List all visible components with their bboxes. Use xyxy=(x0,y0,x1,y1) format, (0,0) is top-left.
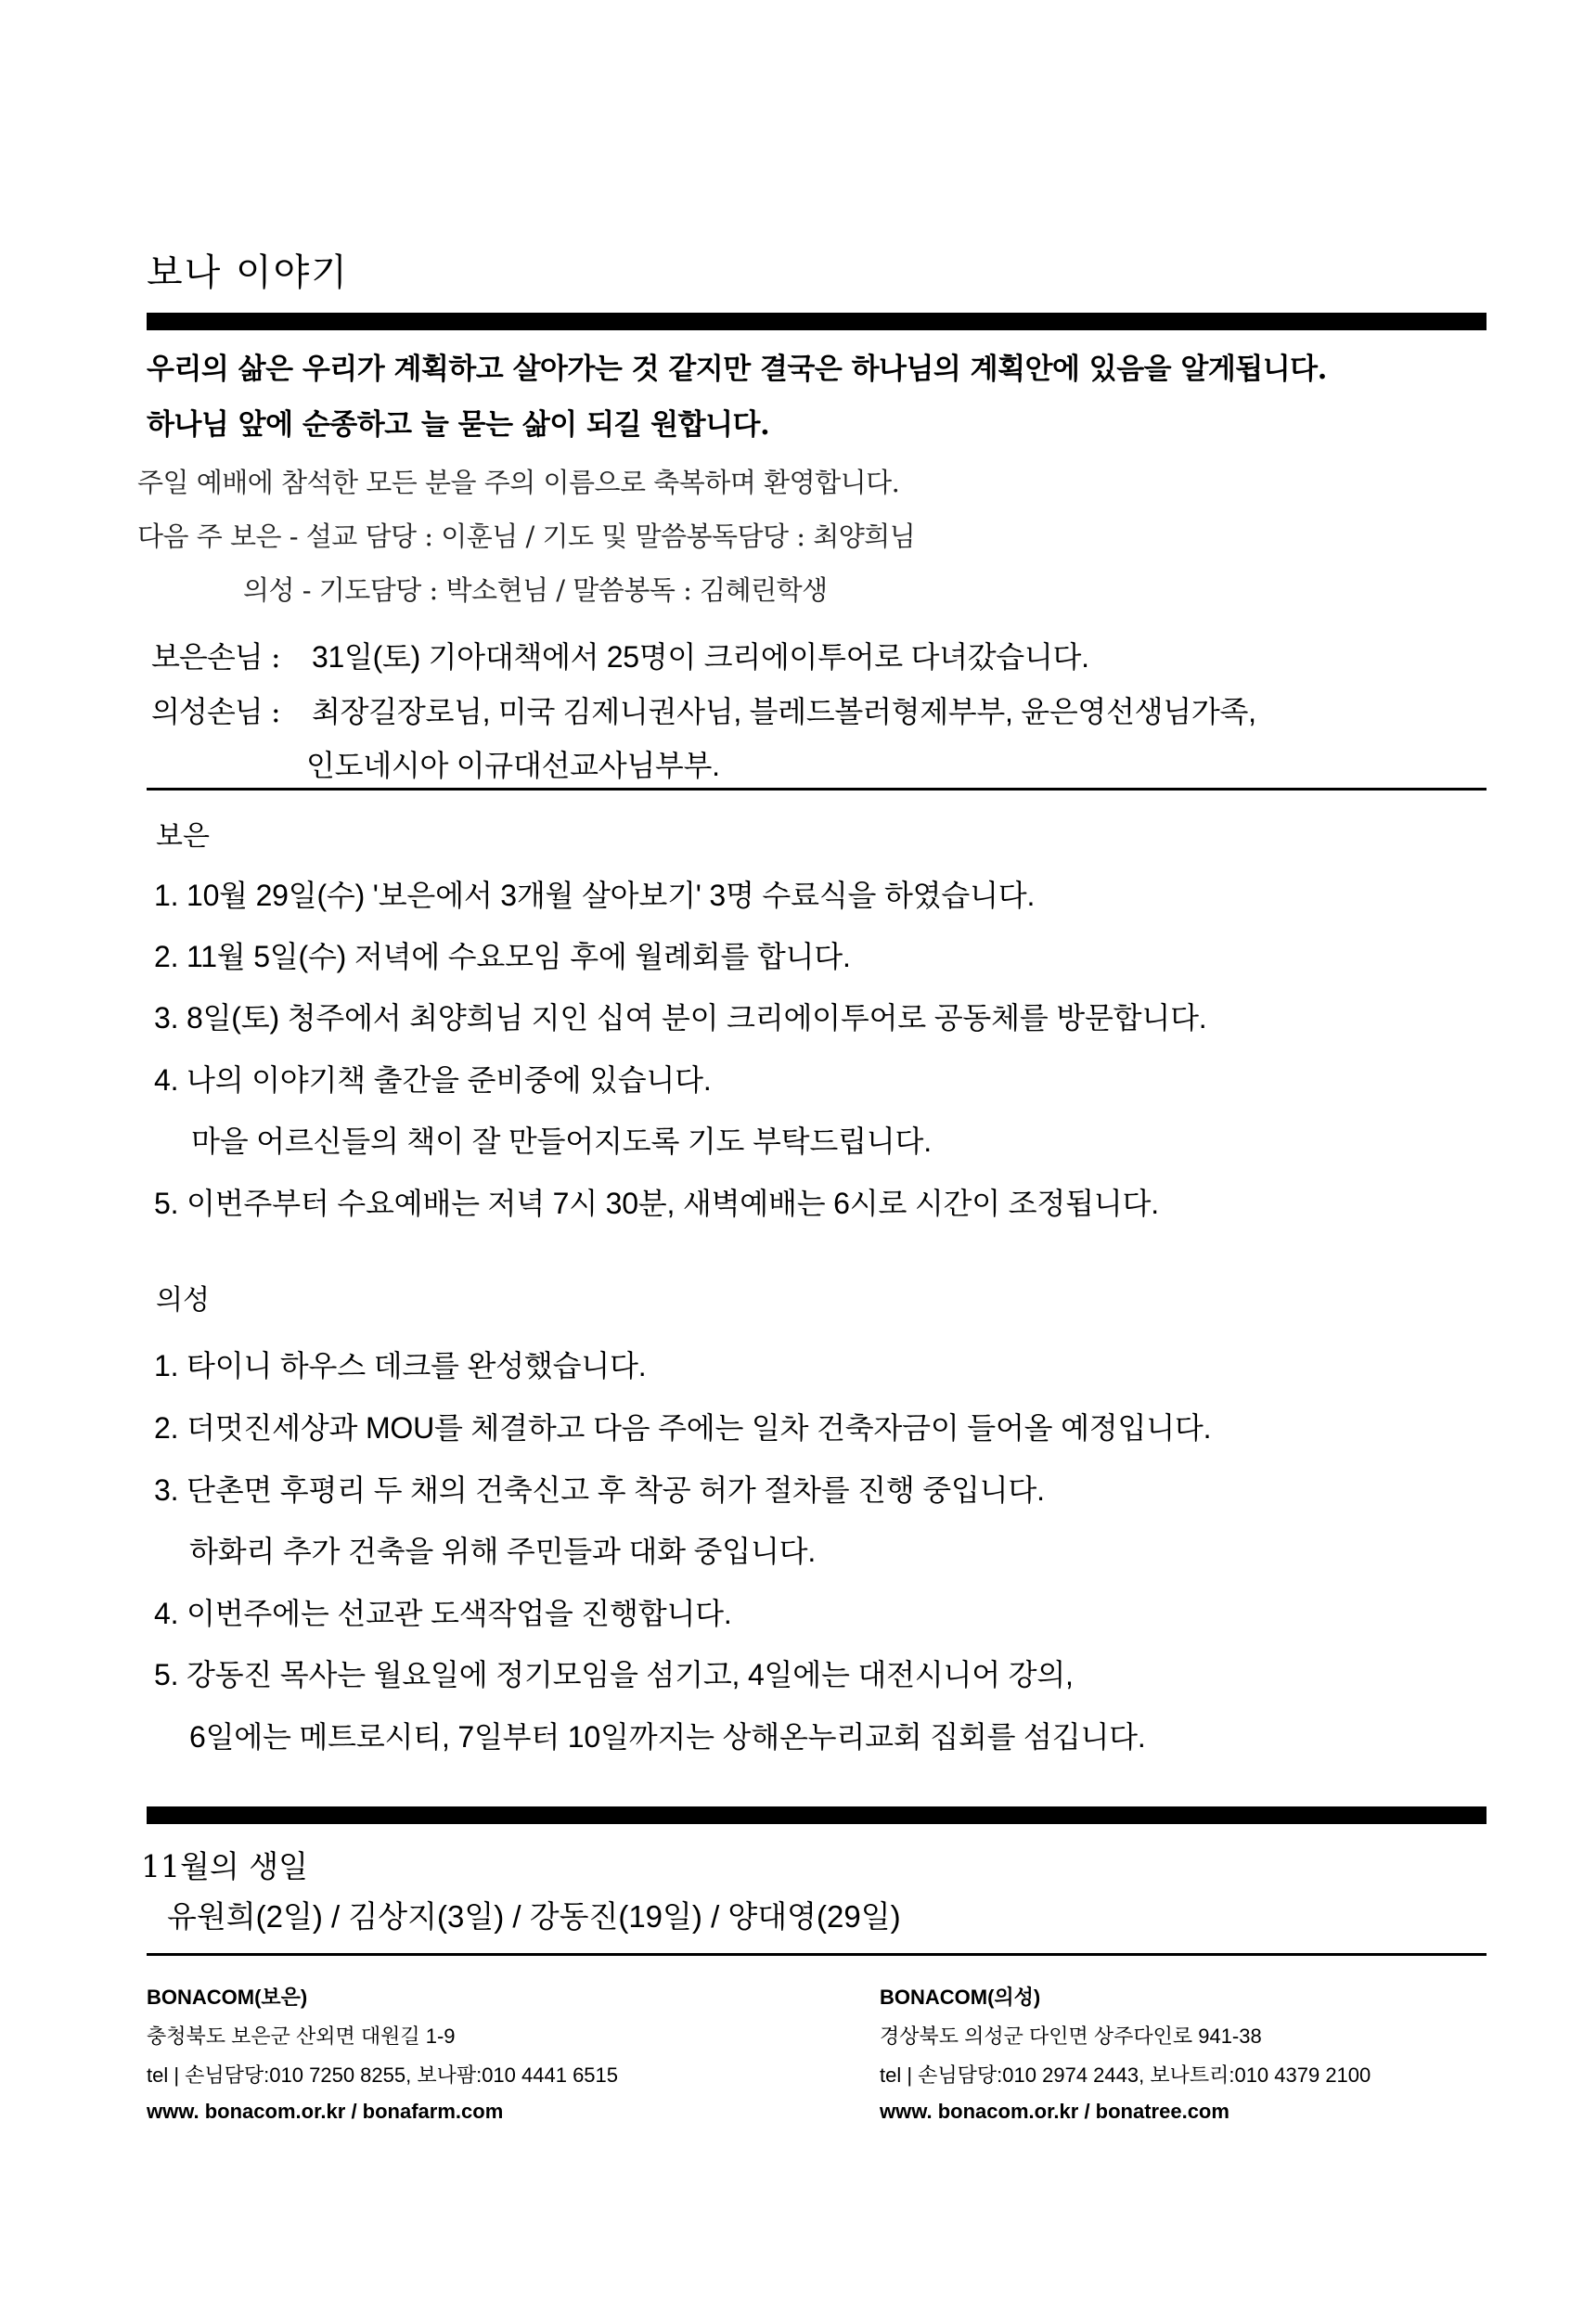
uiseong-item-4: 4. 이번주에는 선교관 도색작업을 진행합니다. xyxy=(154,1597,732,1630)
top-thick-divider xyxy=(147,313,1487,330)
boeun-item-1: 1. 10월 29일(수) '보은에서 3개월 살아보기' 3명 수료식을 하였습니다. xyxy=(154,879,1036,912)
birthday-names: 유원희(2일) / 김상지(3일) / 강동진(19일) / 양대영(29일) xyxy=(167,1899,901,1934)
birthday-title: 11월의 생일 xyxy=(141,1848,308,1884)
page-title: 보나 이야기 xyxy=(147,251,349,294)
section-label-boeun: 보은 xyxy=(156,820,210,853)
guests-boeun-text: 31일(토) 기아대책에서 25명이 크리에이투어로 다녀갔습니다. xyxy=(312,640,1089,674)
footer-boeun-name: BONACOM(보은) xyxy=(147,1986,308,2009)
uiseong-item-2: 2. 더멋진세상과 MOU를 체결하고 다음 주에는 일차 건축자금이 들어올 예정입니다. xyxy=(154,1411,1212,1445)
footer-divider xyxy=(147,1953,1487,1956)
uiseong-item-3: 3. 단촌면 후평리 두 채의 건축신고 후 착공 허가 절차를 진행 중입니다. xyxy=(154,1473,1045,1507)
uiseong-item-3-cont: 하화리 추가 건축을 위해 주민들과 대화 중입니다. xyxy=(189,1535,817,1568)
footer-boeun-tel: tel | 손님담당:010 7250 8255, 보나팜:010 4441 6515 xyxy=(147,2063,619,2087)
footer-uiseong-web[interactable]: www. bonacom.or.kr / bonatree.com xyxy=(880,2100,1229,2123)
boeun-item-5: 5. 이번주부터 수요예배는 저녁 7시 30분, 새벽예배는 6시로 시간이 조정됩니다. xyxy=(154,1187,1159,1220)
footer-uiseong-tel: tel | 손님담당:010 2974 2443, 보나트리:010 4379 2100 xyxy=(880,2063,1371,2087)
welcome-line: 주일 예배에 참석한 모든 분을 주의 이름으로 축복하며 환영합니다. xyxy=(137,467,900,498)
footer-boeun-web[interactable]: www. bonacom.or.kr / bonafarm.com xyxy=(147,2100,504,2123)
boeun-item-3: 3. 8일(토) 청주에서 최양희님 지인 십여 분이 크리에이투어로 공동체를 방문합니다. xyxy=(154,1001,1207,1035)
bottom-thick-divider xyxy=(147,1806,1487,1824)
uiseong-item-5-cont: 6일에는 메트로시티, 7일부터 10일까지는 상해온누리교회 집회를 섬깁니다. xyxy=(189,1720,1146,1754)
boeun-item-4-cont: 마을 어르신들의 책이 잘 만들어지도록 기도 부탁드립니다. xyxy=(191,1125,932,1158)
guests-uiseong-text-1: 최장길장로님, 미국 김제니권사님, 블레드볼러형제부부, 윤은영선생님가족, xyxy=(312,695,1256,728)
boeun-item-2: 2. 11월 5일(수) 저녁에 수요모임 후에 월례회를 합니다. xyxy=(154,940,851,973)
boeun-item-4: 4. 나의 이야기책 출간을 준비중에 있습니다. xyxy=(154,1063,712,1097)
next-week-uiseong: 의성 - 기도담당 : 박소현님 / 말씀봉독 : 김혜린학생 xyxy=(243,574,828,606)
section-label-uiseong: 의성 xyxy=(156,1284,210,1317)
uiseong-item-5: 5. 강동진 목사는 월요일에 정기모임을 섬기고, 4일에는 대전시니어 강의, xyxy=(154,1658,1074,1691)
guests-uiseong-label: 의성손님 : xyxy=(151,694,280,729)
footer-uiseong-address: 경상북도 의성군 다인면 상주다인로 941-38 xyxy=(880,2025,1262,2048)
next-week-boeun: 다음 주 보은 - 설교 담당 : 이훈님 / 기도 및 말씀봉독담당 : 최양희님 xyxy=(137,521,916,552)
guests-divider xyxy=(147,788,1487,791)
intro-line-1: 우리의 삶은 우리가 계획하고 살아가는 것 같지만 결국은 하나님의 계획안에 있음을 알게됩니다. xyxy=(147,353,1327,386)
footer-uiseong-name: BONACOM(의성) xyxy=(880,1986,1041,2009)
footer-boeun-address: 충청북도 보은군 산외면 대원길 1-9 xyxy=(147,2025,456,2048)
guests-boeun-label: 보은손님 : xyxy=(151,639,280,675)
uiseong-item-1: 1. 타이니 하우스 데크를 완성했습니다. xyxy=(154,1349,647,1382)
guests-uiseong-text-2: 인도네시아 이규대선교사님부부. xyxy=(306,749,720,782)
intro-line-2: 하나님 앞에 순종하고 늘 묻는 삶이 되길 원합니다. xyxy=(147,408,770,442)
